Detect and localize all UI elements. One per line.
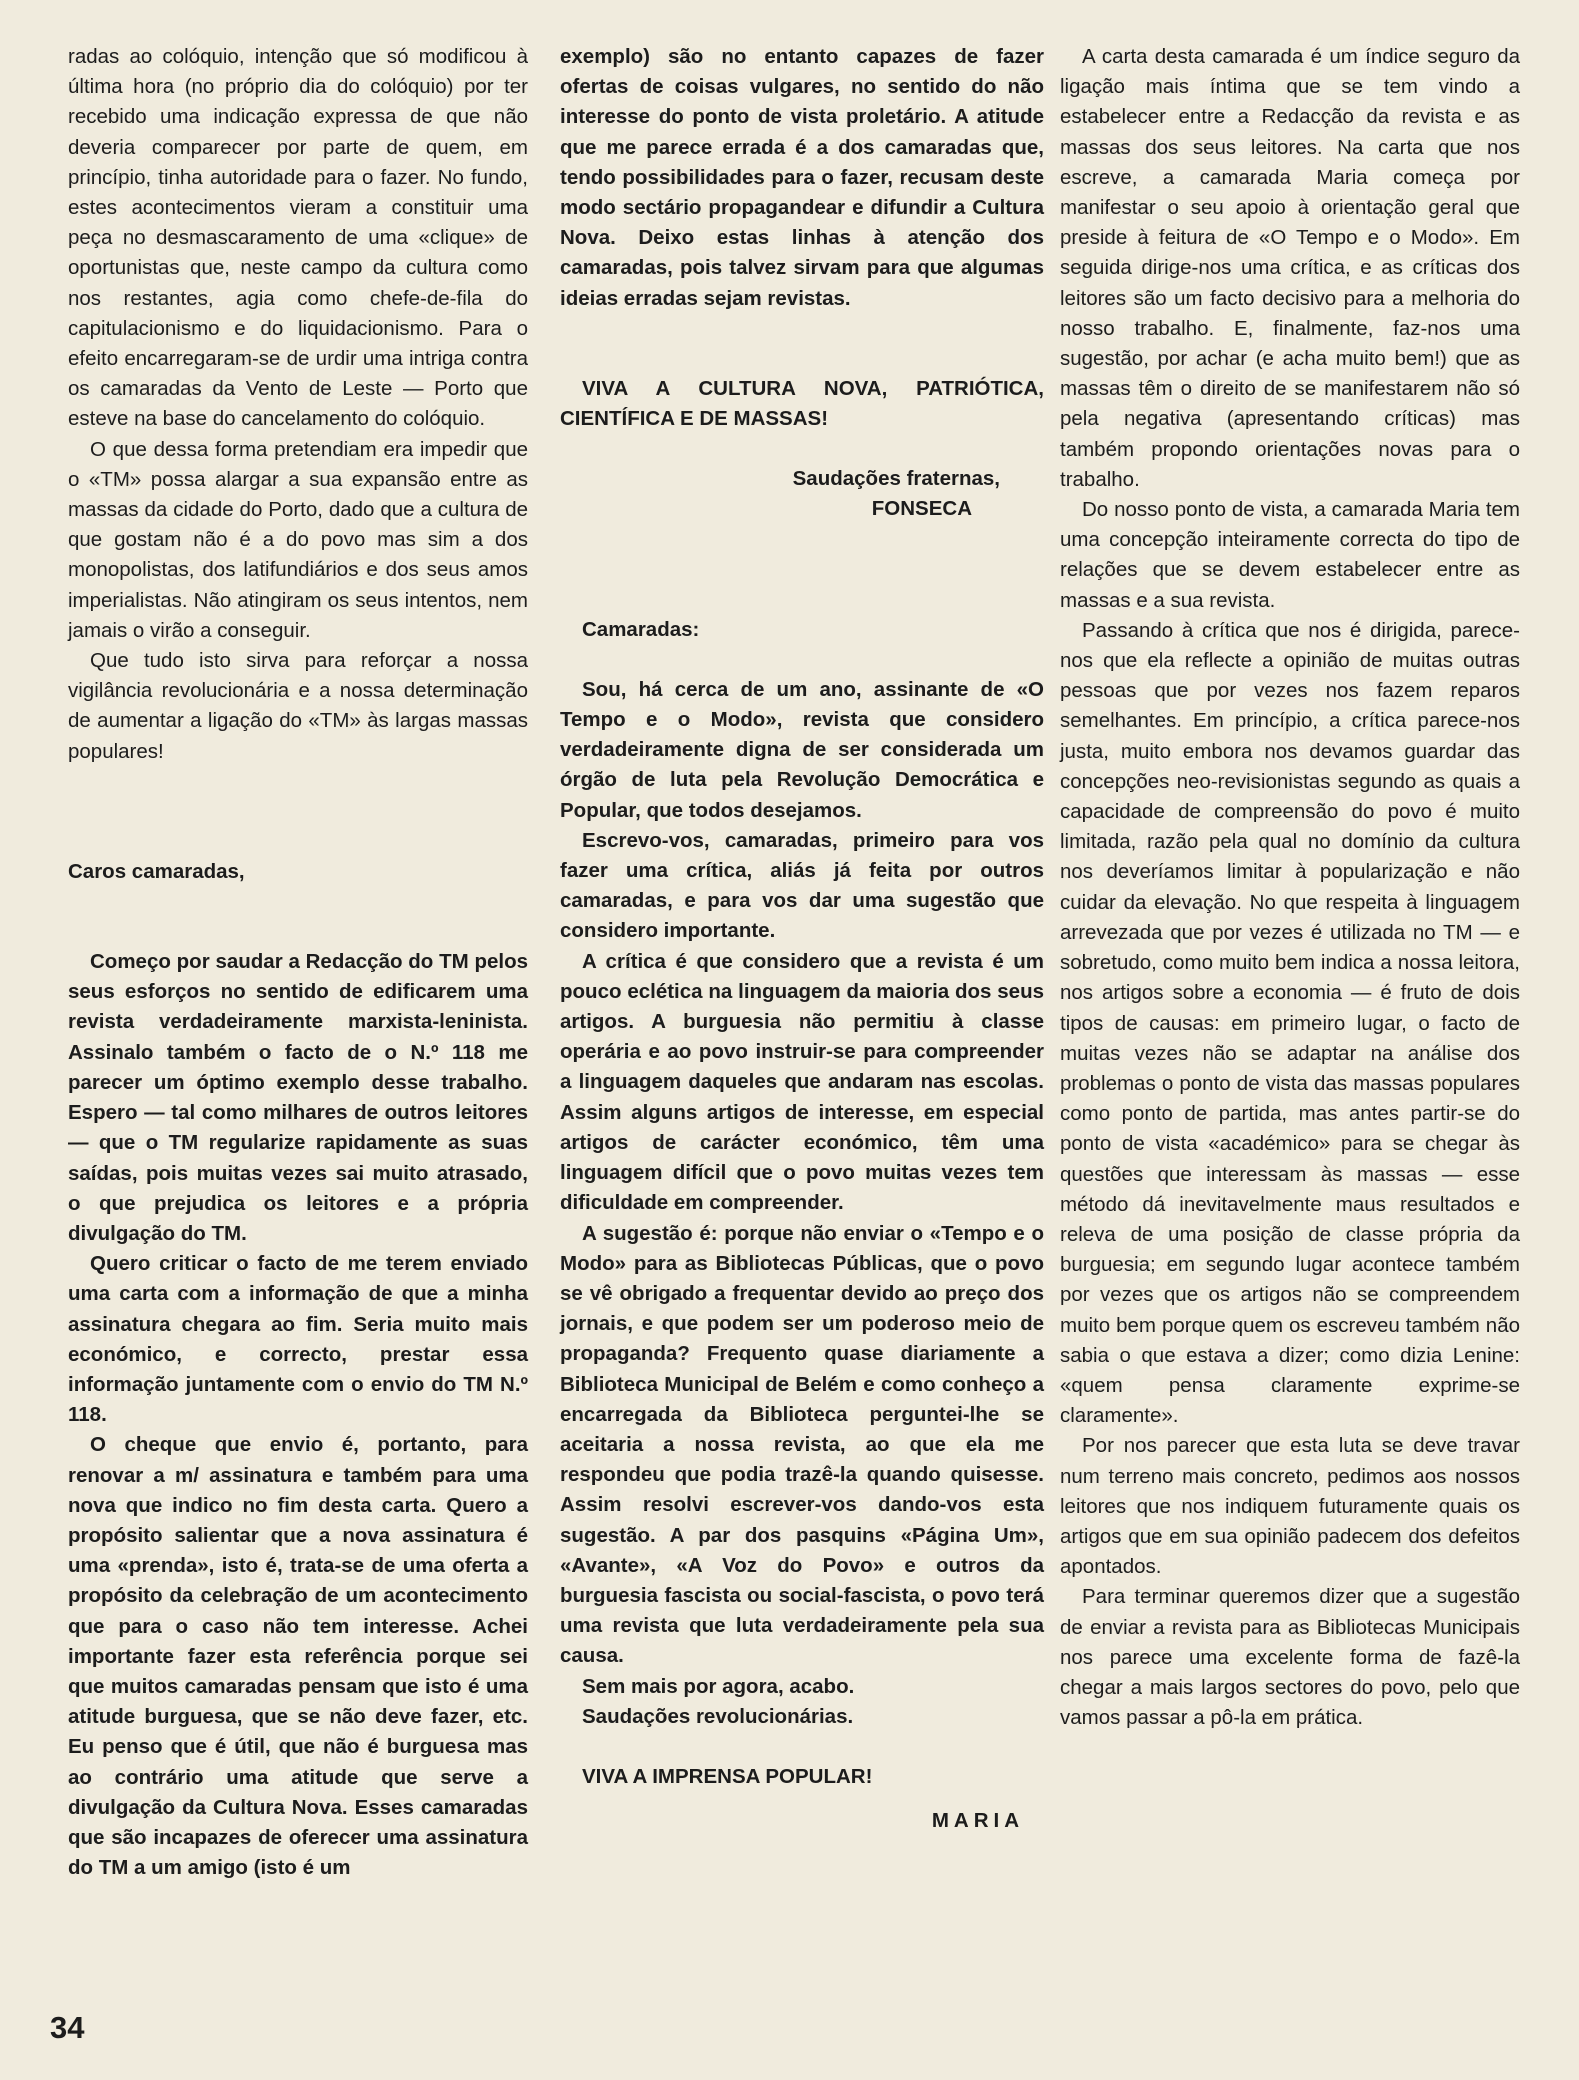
paragraph: Por nos parecer que esta luta se deve travar num terreno mais concreto, pedimos aos nossos leitores que nos indiquem futuramente quais os artigos que em sua opinião padecem dos defeitos apontados. (1060, 1434, 1520, 1579)
column-left (68, 42, 528, 1883)
slogan: VIVA A CULTURA NOVA, PATRIÓTICA, CIENTÍFICA E DE MASSAS! (560, 376, 1044, 431)
paragraph: Passando à crítica que nos é dirigida, parece-nos que ela reflecte a opinião de muitas outras pessoas que por vezes nos fazem reparos semelhantes. Em princípio, a crítica parece-nos justa, muito embora nos devamos guardar das concepções neo-revisionistas segundo as quais a capacidade de compreensão do povo é muito limitada, razão pela qual no domínio da cultura nos deveríamos limitar à popularização e não cuidar da elevação. No que respeita à linguagem arrevezada que por vezes é utilizada no TM — e sobretudo, como muito bem indica a nossa leitora, nos artigos sobre a economia — é fruto de dois tipos de causas: em primeiro lugar, o facto de muitas vezes não se adaptar na análise dos problemas o ponto de vista das massas populares como ponto de partida, mas antes partir-se do ponto de vista «académico» para se chegar às questões que interessam às massas — esse método dá inevitavelmente maus resultados e releva de uma posição de classe própria da burguesia; em segundo lugar acontece também por vezes que os artigos não se compreendem muito bem porque quem os escreveu também não sabia o que estava a dizer; como dizia Lenine: «quem pensa claramente exprime-se claramente». (1060, 618, 1520, 1428)
page-number: 34 (50, 2010, 85, 2045)
paragraph: Para terminar queremos dizer que a sugestão de enviar a revista para as Bibliotecas Municipais nos parece uma excelente forma de fazê-la chegar a mais largos sectores do povo, pelo que vamos passar a pô-la em prática. (1060, 1585, 1520, 1730)
letter-greeting: Camaradas: (582, 617, 700, 641)
paragraph: Quero criticar o facto de me terem enviado uma carta com a informação de que a minha assinatura chegara ao fim. Seria muito mais económico, e correcto, prestar essa informação juntamente com o envio do TM N.º 118. (68, 1252, 528, 1427)
paragraph: Sou, há cerca de um ano, assinante de «O Tempo e o Modo», revista que considero verdadeiramente digna de ser considerada um órgão de luta pela Revolução Democrática e Popular, que todos desejamos. (560, 677, 1044, 822)
column-middle (560, 42, 1044, 1836)
paragraph: Que tudo isto sirva para reforçar a nossa vigilância revolucionária e a nossa determinação de aumentar a ligação do «TM» às largas massas populares! (68, 649, 528, 763)
paragraph: Saudações revolucionárias. (582, 1704, 854, 1728)
paragraph: exemplo) são no entanto capazes de fazer ofertas de coisas vulgares, no sentido do não interesse do ponto de vista proletário. A atitude que me parece errada é a dos camaradas que, tendo possibilidades para o fazer, recusam deste modo sectário propagandear e difundir a Cultura Nova. Deixo estas linhas à atenção dos camaradas, pois talvez sirvam para que algumas ideias erradas sejam revistas. (560, 45, 1044, 310)
signature: MARIA (931, 1809, 1024, 1833)
paragraph: Escrevo-vos, camaradas, primeiro para vos fazer uma crítica, aliás já feita por outros camaradas, e para vos dar uma sugestão que considero importante. (560, 828, 1044, 943)
paragraph: Do nosso ponto de vista, a camarada Maria tem uma concepção inteiramente correcta do tipo de relações que se devem estabelecer entre as massas e a sua revista. (1060, 498, 1520, 612)
paragraph: A carta desta camarada é um índice seguro da ligação mais íntima que se tem vindo a estabelecer entre a Redacção da revista e as massas dos seus leitores. Na carta que nos escreve, a camarada Maria começa por manifestar o seu apoio à orientação geral que preside à feitura de «O Tempo e o Modo». Em seguida dirige-nos uma crítica, e as críticas dos leitores são um facto decisivo para a melhoria do nosso trabalho. E, finalmente, faz-nos uma sugestão, por achar (e acha muito bem!) que as massas têm o direito de se manifestarem não só pela negativa (apresentando críticas) mas também propondo orientações novas para o trabalho. (1060, 45, 1520, 491)
paragraph: A sugestão é: porque não enviar o «Tempo e o Modo» para as Bibliotecas Públicas, que o povo se vê obrigado a frequentar devido ao preço dos jornais, e que podem ser um poderoso meio de propaganda? Frequento quase diariamente a Biblioteca Municipal de Belém e como conheço a encarregada da Biblioteca perguntei-lhe se aceitaria a nossa revista, ao que ela me respondeu que podia trazê-la quando quisesse. Assim resolvi escrever-vos dando-vos esta sugestão. A par dos pasquins «Página Um», «Avante», «A Voz do Povo» e outros da burguesia fascista ou social-fascista, o povo terá uma revista que luta verdadeiramente pela sua causa. (560, 1221, 1044, 1668)
paragraph: O cheque que envio é, portanto, para renovar a m/ assinatura e também para uma nova que indico no fim desta carta. Quero a propósito salientar que a nova assinatura é uma «prenda», isto é, trata-se de uma oferta a propósito da celebração de um acontecimento que para o caso não tem interesse. Achei importante fazer esta referência porque sei que muitos camaradas pensam que isto é uma atitude burguesa, que se não deve fazer, etc. Eu penso que é útil, que não é burguesa mas ao contrário uma atitude que serve a divulgação da Cultura Nova. Esses camaradas que são incapazes de oferecer uma assinatura do TM a um amigo (isto é um (68, 1433, 528, 1880)
signature: FONSECA (871, 497, 972, 521)
paragraph: Começo por saudar a Redacção do TM pelos seus esforços no sentido de edificarem uma revista verdadeiramente marxista-leninista. Assinalo também o facto de o N.º 118 me parecer um óptimo exemplo desse trabalho. Espero — tal como milhares de outros leitores — que o TM regularize rapidamente as suas saídas, pois muitas vezes sai muito atrasado, o que prejudica os leitores e a própria divulgação do TM. (68, 950, 528, 1245)
column-right (1060, 42, 1520, 1733)
paragraph: Sem mais por agora, acabo. (582, 1674, 855, 1698)
paragraph: radas ao colóquio, intenção que só modificou à última hora (no próprio dia do colóquio) por ter recebido uma indicação expressa de que não deveria comparecer por parte de quem, em princípio, tinha autoridade para o fazer. No fundo, estes acontecimentos vieram a constituir uma peça no desmascaramento de uma «clique» de oportunistas que, neste campo da cultura como nos restantes, agia como chefe-de-fila do capitulacionismo e do liquidacionismo. Para o efeito encarregaram-se de urdir uma intriga contra os camaradas da Vento de Leste — Porto que esteve na base do cancelamento do colóquio. (68, 45, 528, 431)
letter-closing: Saudações fraternas, (792, 467, 1000, 491)
slogan: VIVA A IMPRENSA POPULAR! (582, 1764, 873, 1788)
paragraph: O que dessa forma pretendiam era impedir que o «TM» possa alargar a sua expansão entre as massas da cidade do Porto, dado que a cultura de que gostam não é a do povo mas sim a dos monopolistas, dos latifundiários e dos seus amos imperialistas. Não atingiram os seus intentos, nem jamais o virão a conseguir. (68, 437, 528, 642)
paragraph: A crítica é que considero que a revista é um pouco eclética na linguagem da maioria dos seus artigos. A burguesia não permitiu à classe operária e ao povo instruir-se para compreender a linguagem daqueles que andaram nas escolas. Assim alguns artigos de interesse, em especial artigos de carácter económico, têm uma linguagem difícil que o povo muitas vezes tem dificuldade em compreender. (560, 949, 1044, 1215)
letter-greeting: Caros camaradas, (68, 859, 245, 883)
